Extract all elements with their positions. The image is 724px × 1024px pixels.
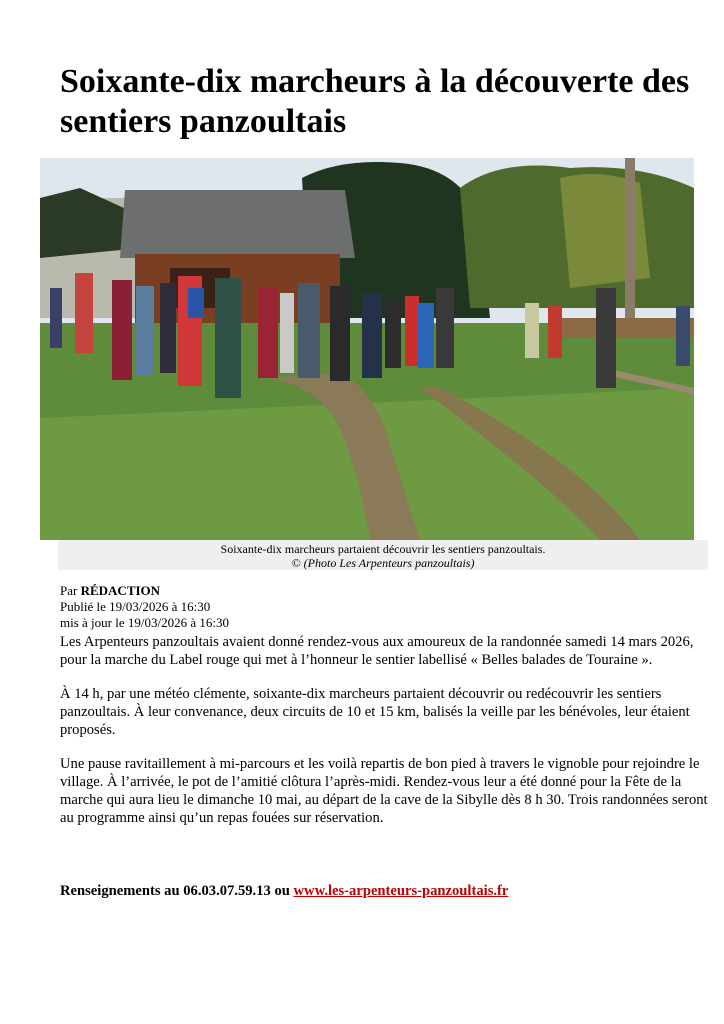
photo-caption	[58, 542, 708, 570]
byline	[60, 583, 229, 599]
website-link[interactable]: www.les-arpenteurs-panzoultais.fr	[293, 883, 509, 899]
contact-info	[60, 882, 508, 900]
article-title: Soixante-dix marcheurs à la découverte des sentiers panzoultais	[60, 63, 690, 140]
updated-date: mis à jour le 19/03/2026 à 16:30	[60, 615, 229, 630]
paragraph: À 14 h, par une météo clémente, soixante-dix marcheurs partaient découvrir ou redécouvrir les sentiers panzoultais. À leur convenance, deux circuits de 10 et 15 km, balisés la veille par les bénévoles, leur étaient proposés.	[60, 686, 690, 738]
article-photo	[40, 158, 694, 540]
article-meta	[60, 583, 229, 631]
byline-prefix: Par	[60, 583, 78, 598]
contact-label: Renseignements au 06.03.07.59.13 ou	[60, 883, 290, 899]
caption-text: Soixante-dix marcheurs partaient découvrir les sentiers panzoultais.	[220, 542, 546, 556]
published-date: Publié le 19/03/2026 à 16:30	[60, 599, 211, 614]
author-name: RÉDACTION	[80, 583, 161, 598]
article-body	[60, 633, 710, 843]
paragraph: Les Arpenteurs panzoultais avaient donné rendez-vous aux amoureux de la randonnée samedi 14 mars 2026, pour la marche du Label rouge qui met à l’honneur le sentier labellisé « Belles balades de Touraine ».	[60, 634, 694, 668]
paragraph: Une pause ravitaillement à mi-parcours et les voilà repartis de bon pied à travers le vignoble pour rejoindre le village. À l’arrivée, le pot de l’amitié clôtura l’après-midi. Rendez-vous leur a été donné pour la Fête de la marche qui aura lieu le dimanche 10 mai, au départ de la cave de la Sibylle dès 8 h 30. Trois randonnées seront au programme ainsi qu’un repas fouées sur réservation.	[60, 756, 708, 826]
photo-credit: © (Photo Les Arpenteurs panzoultais)	[291, 556, 475, 570]
